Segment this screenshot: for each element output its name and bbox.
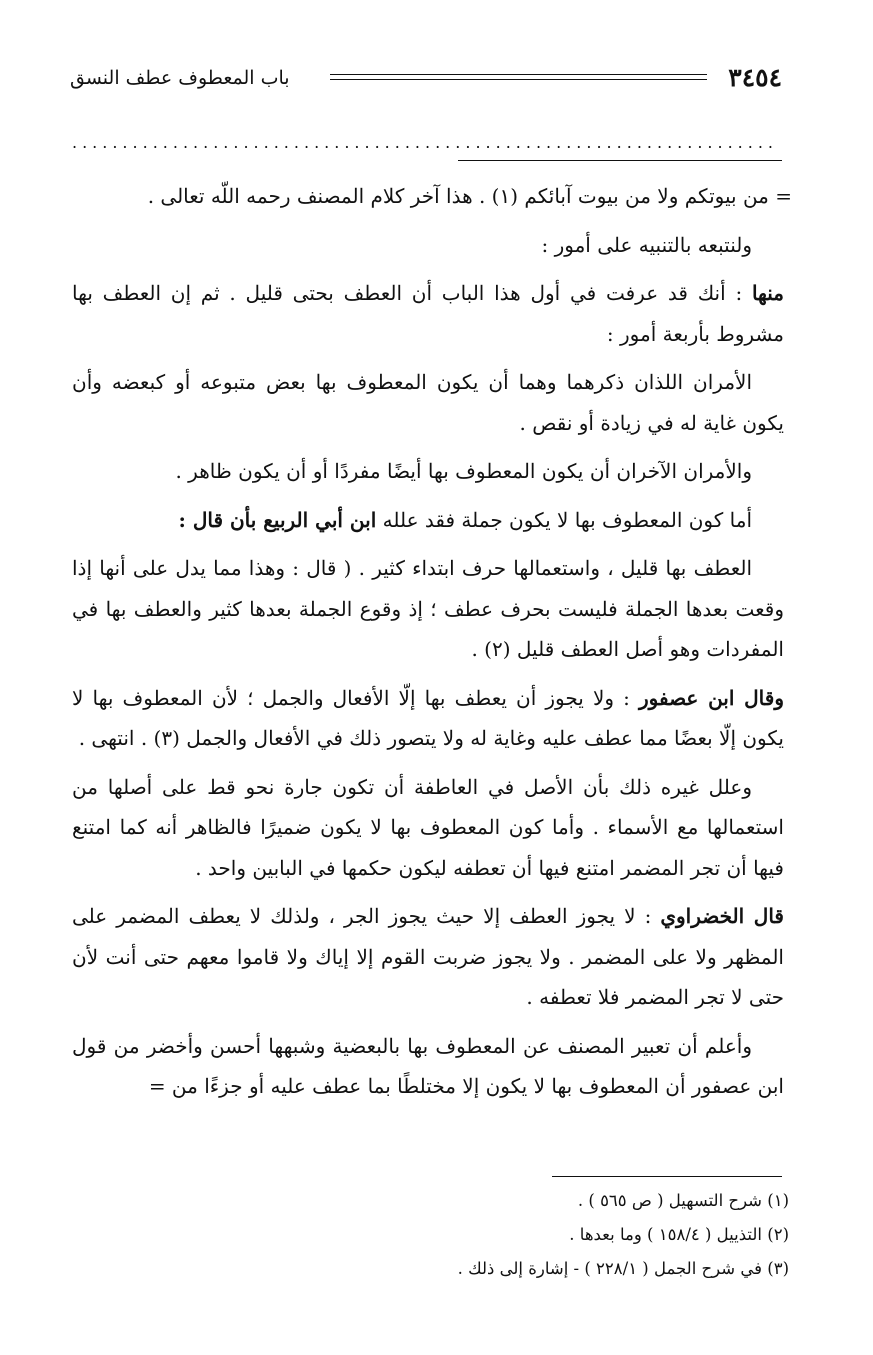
header-double-rule	[330, 74, 707, 80]
footnote-3: (٣) في شرح الجمل ( ٢٢٨/١ ) - إشارة إلى ذلك .	[457, 1259, 789, 1278]
paragraph-9-text: وعلل غيره ذلك بأن الأصل في العاطفة أن تكون جارة نحو قط على أصلها من استعمالها مع الأسماء . وأما كون المعطوف بها لا يكون ضميرًا فالظاهر أنه كما امتنع فيها أن تجر المضمر امتنع فيها أن تعطفه ليكون حكمها في البابين واحد .	[72, 774, 784, 880]
paragraph-2-text: ولنتبعه بالتنبيه على أمور :	[541, 232, 752, 257]
chapter-title: باب المعطوف عطف النسق	[70, 67, 290, 89]
footnote-rule	[552, 1176, 782, 1177]
paragraph-7-text: العطف بها قليل ، واستعمالها حرف ابتداء كثير . ( قال : وهذا مما يدل على أنها إذا وقعت بعدها الجملة فليست بحرف عطف ؛ إذ وقوع الجملة بعدها كثير والعطف بها في المفردات وهو أصل العطف قليل (٢) .	[72, 556, 784, 661]
paragraph-10-lead: قال الخضراوي	[660, 904, 784, 928]
paragraph-7	[72, 548, 784, 670]
paragraph-3	[72, 273, 784, 354]
paragraph-5	[72, 451, 784, 492]
paragraph-11	[72, 1026, 784, 1107]
paragraph-6-bold: ابن أبي الربيع بأن قال :	[178, 507, 377, 532]
paragraph-2	[72, 225, 784, 266]
paragraph-11-text: وأعلم أن تعبير المصنف عن المعطوف بها بالبعضية وشبهها أحسن وأخضر من قول ابن عصفور أن المعطوف بها لا يكون إلا مختلطًا بما عطف عليه أو جزءًا من =	[72, 1033, 784, 1098]
paragraph-5-text: والأمران الآخران أن يكون المعطوف بها أيضًا مفردًا أو أن يكون ظاهر .	[175, 459, 752, 483]
section-rule	[458, 160, 782, 161]
footnotes	[89, 1184, 789, 1286]
paragraph-4	[72, 362, 784, 443]
footnote-2: (٢) التذييل ( ١٥٨/٤ ) وما بعدها .	[569, 1225, 789, 1244]
paragraph-1-text: = من بيوتكم ولا من بيوت آبائكم (١) . هذا آخر كلام المصنف رحمه اللّه تعالى .	[147, 184, 792, 208]
paragraph-10-text: : لا يجوز العطف إلا حيث يجوز الجر ، ولذلك لا يعطف المضمر على المظهر ولا على المضمر . ولا يجوز ضربت القوم إلا إياك ولا قاموا معهم حتى أنت لأن حتى لا تجر المضمر فلا تعطفه .	[72, 904, 784, 1009]
paragraph-3-lead: منها	[751, 281, 784, 305]
paragraph-8-text: : ولا يجوز أن يعطف بها إلّا الأفعال والجمل ؛ لأن المعطوف بها لا يكون إلّا بعضًا مما عطف عليه وغاية له ولا يتصور ذلك في الأفعال والجمل (٣) . انتهى .	[72, 685, 784, 750]
paragraph-4-text: الأمران اللذان ذكرهما وهما أن يكون المعطوف بها بعض متبوعه أو كبعضه وأن يكون غاية له في زيادة أو نقص .	[72, 370, 784, 435]
page-number: ٣٤٥٤	[728, 63, 782, 92]
paragraph-8-lead: وقال ابن عصفور	[638, 685, 784, 710]
paragraph-6-text: أما كون المعطوف بها لا يكون جملة فقد علله	[376, 507, 752, 532]
paragraph-1	[72, 176, 792, 217]
paragraph-10	[72, 896, 784, 1018]
dotted-separator: ......................................................................	[72, 136, 779, 150]
paragraph-3-text: : أنك قد عرفت في أول هذا الباب أن العطف بحتى قليل . ثم إن العطف بها مشروط بأربعة أمور :	[72, 281, 784, 346]
body-text	[72, 176, 792, 1115]
footnote-1: (١) شرح التسهيل ( ص ٥٦٥ ) .	[577, 1191, 789, 1210]
paragraph-6	[72, 500, 784, 541]
paragraph-8	[72, 678, 784, 759]
page-header	[70, 62, 782, 98]
paragraph-9	[72, 767, 784, 889]
